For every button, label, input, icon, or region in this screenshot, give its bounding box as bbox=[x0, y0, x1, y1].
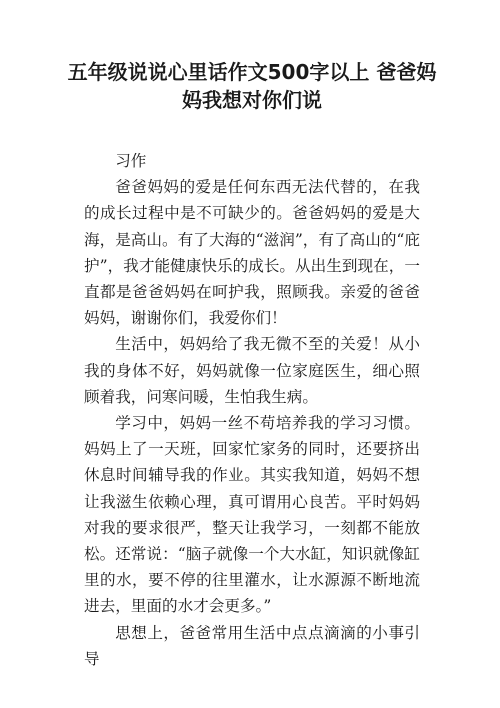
document-title: 五年级说说心里话作文500字以上 爸爸妈妈我想对你们说 bbox=[67, 60, 437, 112]
document-body bbox=[84, 148, 420, 672]
paragraph: 学习中，妈妈一丝不苟培养我的学习习惯。妈妈上了一天班，回家忙家务的同时，还要挤出休息时间辅导我的作业。其实我知道，妈妈不想让我滋生依赖心理，真可谓用心良苦。平时妈妈对我的要求很严，整天让我学习，一刻都不能放松。还常说：“脑子就像一个大水缸，知识就像缸里的水，要不停的往里灌水，让水源源不断地流进去，里面的水才会更多。” bbox=[84, 414, 420, 616]
paragraph-label: 习作 bbox=[115, 152, 147, 170]
paragraph: 爸爸妈妈的爱是任何东西无法代替的，在我的成长过程中是不可缺少的。爸爸妈妈的爱是大海，是高山。有了大海的“滋润”，有了高山的“庇护”，我才能健康快乐的成长。从出生到现在，一直都是爸爸妈妈在呵护我，照顾我。亲爱的爸爸妈妈，谢谢你们，我爱你们！ bbox=[84, 178, 420, 328]
paragraph: 生活中，妈妈给了我无微不至的关爱！从小我的身体不好，妈妈就像一位家庭医生，细心照顾着我，问寒问暖，生怕我生病。 bbox=[84, 335, 420, 406]
paragraph: 思想上，爸爸常用生活中点点滴滴的小事引导 bbox=[84, 623, 420, 668]
